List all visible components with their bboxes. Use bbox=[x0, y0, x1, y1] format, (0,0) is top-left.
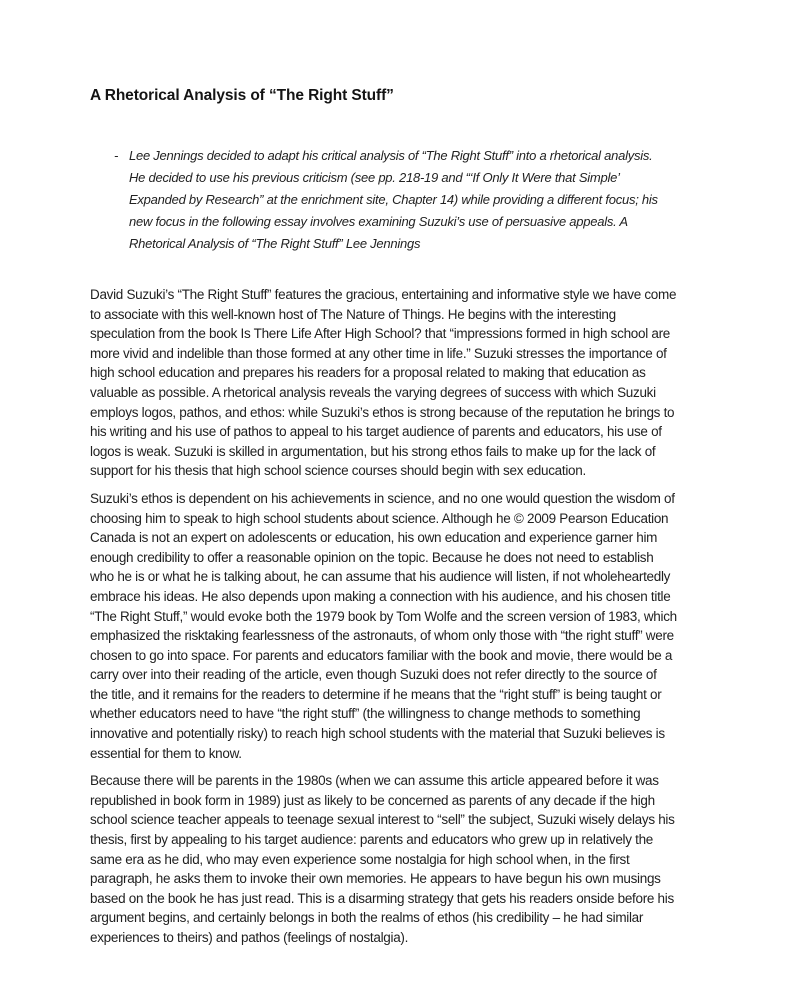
text-line: who he is or what he is talking about, he can assume that his audience will listen, if not wholeheartedly bbox=[90, 569, 671, 585]
text-line: carry over into their reading of the article, even though Suzuki does not refer directly to the source of bbox=[90, 667, 657, 683]
dash-bullet: - bbox=[114, 148, 119, 163]
paragraph-1 bbox=[90, 285, 750, 481]
paragraph-2 bbox=[90, 489, 750, 763]
text-line: experiences to theirs) and pathos (feelings of nostalgia). bbox=[90, 930, 409, 945]
text-line: high school education and prepares his readers for a proposal related to making that education as bbox=[90, 365, 646, 381]
text-line: republished in book form in 1989) just as likely to be concerned as parents of any decade if the high bbox=[90, 792, 655, 808]
text-line: speculation from the book Is There Life After High School? that “impressions formed in high school are bbox=[90, 326, 670, 342]
text-line: same era as he did, who may even experience some nostalgia for high school when, in the first bbox=[90, 851, 630, 867]
author-note bbox=[114, 145, 750, 255]
text-line: He decided to use his previous criticism (see pp. 218-19 and “‘If Only It Were that Simple’ bbox=[129, 170, 620, 185]
text-line: employs logos, pathos, and ethos: while Suzuki’s ethos is strong because of the reputation he brings to bbox=[90, 404, 675, 420]
author-note-text bbox=[129, 145, 750, 255]
text-line: Because there will be parents in the 1980s (when we can assume this article appeared before it was bbox=[90, 773, 659, 789]
text-line: logos is weak. Suzuki is skilled in argumentation, but his strong ethos fails to make up for the lack of bbox=[90, 443, 656, 459]
text-line: Rhetorical Analysis of “The Right Stuff” Lee Jennings bbox=[129, 236, 421, 251]
text-line: school science teacher appeals to teenage sexual interest to “sell” the subject, Suzuki wisely delays his bbox=[90, 812, 675, 828]
text-line: chosen to go into space. For parents and educators familiar with the book and movie, there would be a bbox=[90, 647, 673, 663]
text-line: choosing him to speak to high school students about science. Although he © 2009 Pearson Education bbox=[90, 510, 669, 526]
text-line: Canada is not an expert on adolescents or education, his own education and experience garner him bbox=[90, 530, 658, 546]
text-line: enough credibility to offer a reasonable opinion on the topic. Because he does not need to establish bbox=[90, 549, 654, 565]
text-line: the title, and it remains for the readers to determine if he means that the “right stuff” is being taught or bbox=[90, 686, 662, 702]
essay-body bbox=[90, 285, 750, 948]
text-line: essential for them to know. bbox=[90, 745, 242, 761]
text-line: Lee Jennings decided to adapt his critical analysis of “The Right Stuff” into a rhetorical analysis. bbox=[129, 148, 653, 163]
text-line: more vivid and indelible than those formed at any other time in life.” Suzuki stresses the importance of bbox=[90, 345, 667, 361]
text-line: support for his thesis that high school science courses should begin with sex education. bbox=[90, 463, 586, 479]
text-line: his writing and his use of pathos to appeal to his target audience of parents and educators, his use of bbox=[90, 424, 662, 440]
text-line: new focus in the following essay involves examining Suzuki’s use of persuasive appeals. A bbox=[129, 214, 628, 229]
text-line: David Suzuki’s “The Right Stuff” features the gracious, entertaining and informative style we have come bbox=[90, 287, 677, 302]
text-line: thesis, first by appealing to his target audience: parents and educators who grew up in relatively the bbox=[90, 832, 653, 848]
page-title: A Rhetorical Analysis of “The Right Stuff” bbox=[90, 87, 394, 104]
text-line: argument begins, and certainly belongs in both the realms of ethos (his credibility – he had similar bbox=[90, 910, 644, 926]
text-line: based on the book he has just read. This is a disarming strategy that gets his readers onside before his bbox=[90, 890, 674, 906]
text-line: innovative and potentially risky) to reach high school students with the material that Suzuki believes is bbox=[90, 726, 665, 742]
text-line: “The Right Stuff,” would evoke both the 1979 book by Tom Wolfe and the screen version of 1983, which bbox=[90, 608, 677, 624]
text-line: whether educators need to have “the right stuff” (the willingness to change methods to something bbox=[90, 706, 641, 722]
text-line: Suzuki’s ethos is dependent on his achievements in science, and no one would question the wisdom of bbox=[90, 490, 675, 506]
document-content bbox=[90, 86, 750, 956]
text-line: Expanded by Research” at the enrichment site, Chapter 14) while providing a different focus; his bbox=[129, 192, 658, 207]
text-line: to associate with this well-known host of The Nature of Things. He begins with the interesting bbox=[90, 306, 616, 322]
paragraph-3 bbox=[90, 771, 750, 947]
text-line: embrace his ideas. He also depends upon making a connection with his audience, and his chosen title bbox=[90, 588, 671, 604]
text-line: emphasized the risktaking fearlessness of the astronauts, of whom only those with “the right stuff” were bbox=[90, 628, 674, 644]
text-line: paragraph, he asks them to invoke their own memories. He appears to have begun his own musings bbox=[90, 871, 661, 887]
text-line: valuable as possible. A rhetorical analysis reveals the varying degrees of success with which Suzuki bbox=[90, 384, 656, 400]
